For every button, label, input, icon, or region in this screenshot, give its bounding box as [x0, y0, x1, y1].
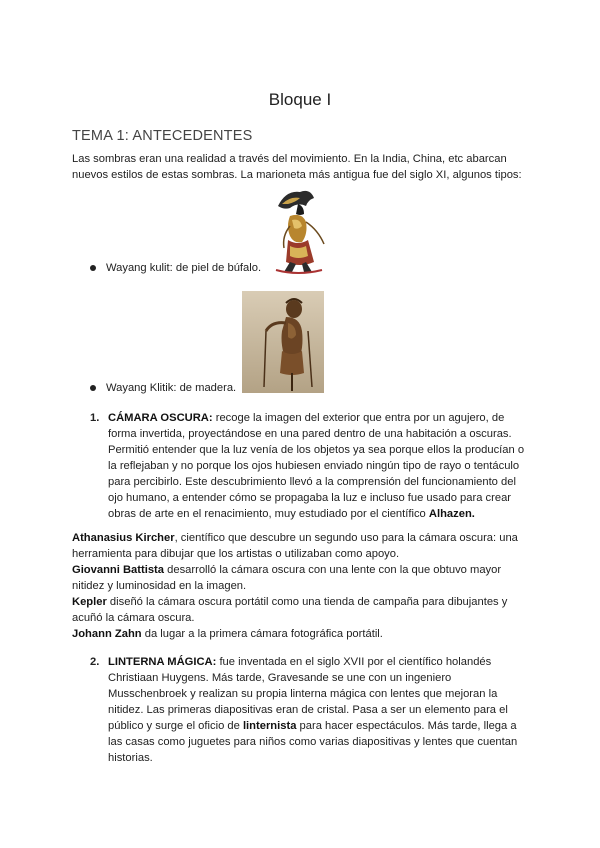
item-number: 1. [90, 412, 100, 424]
person-name: Kepler [72, 596, 107, 608]
bullet-dot [90, 265, 96, 271]
item-line: ojo humano, a entender cómo se propagaba la luz e incluso fue usado para crear [108, 492, 512, 504]
item-line: público y surge el oficio de [108, 720, 243, 732]
bullet-text: Wayang kulit: de piel de búfalo. [106, 262, 262, 274]
item-line: para percibirlo. Este descubrimiento llevó a la comprensión del funcionamiento del [108, 476, 516, 488]
people-paragraphs [72, 530, 542, 642]
bullet-item-wayang-kulit [90, 262, 261, 274]
bullet-dot [90, 385, 96, 391]
item-line: forma invertida, proyectándose en una pared dentro de una habitación a oscuras. [108, 428, 512, 440]
person-text: , científico que descubre un segundo uso para la cámara oscura: una [174, 532, 518, 544]
wayang-klitik-puppet-image [242, 291, 324, 393]
wayang-kulit-puppet-image [268, 186, 338, 276]
item-term: LINTERNA MÁGICA: [108, 656, 217, 668]
person-text: acuñó la cámara oscura. [72, 612, 195, 624]
person-text: da lugar a la primera cámara fotográfica portátil. [141, 628, 383, 640]
item-line: para hacer espectáculos. Más tarde, llega a [296, 720, 517, 732]
person-text: desarrolló la cámara oscura con una lente con la que obtuvo mayor [164, 564, 502, 576]
numbered-item-camara-oscura [90, 410, 550, 522]
person-name: Athanasius Kircher [72, 532, 175, 544]
document-title: Bloque I [268, 90, 332, 109]
item-line: nitidez. Las primeras diapositivas eran de cristal. Pasa a ser un elemento para el [108, 704, 508, 716]
person-name: Giovanni Battista [72, 564, 165, 576]
item-line: fue inventada en el siglo XVII por el científico holandés [216, 656, 492, 668]
section-heading: TEMA 1: ANTECEDENTES [72, 128, 253, 144]
item-term: CÁMARA OSCURA: [108, 412, 213, 424]
item-line: Permitió entender que la luz venía de los objetos ya sea porque ellos la producían o [108, 444, 525, 456]
item-line: obras de arte en el renacimiento, muy estudiado por el científico [108, 508, 429, 520]
intro-line: nuevos estilos de estas sombras. La marioneta más antigua fue del siglo XI, algunos tipos: [72, 169, 522, 181]
bullet-item-wayang-klitik [90, 382, 236, 394]
intro-line: Las sombras eran una realidad a través del movimiento. En la India, China, etc abarcan [72, 153, 507, 165]
person-text: diseñó la cámara oscura portátil como una tienda de campaña para dibujantes y [106, 596, 508, 608]
item-line: la reflejaban y no porque los ojos hubiesen enviado ningún tipo de rayo o tentáculo [108, 460, 520, 472]
item-number: 2. [90, 656, 100, 668]
item-line: historias. [108, 752, 153, 764]
person-name: Johann Zahn [72, 628, 142, 640]
numbered-item-linterna-magica [90, 654, 550, 766]
intro-paragraph [72, 151, 542, 183]
item-line: Christiaan Huygens. Más tarde, Gravesande se une con un ingeniero [108, 672, 452, 684]
person-text: herramienta para dibujar que los artistas o utilizaban como apoyo. [72, 548, 400, 560]
item-line: recoge la imagen del exterior que entra por un agujero, de [212, 412, 505, 424]
bullet-text: Wayang Klitik: de madera. [106, 382, 237, 394]
item-bold-term: linternista [242, 720, 297, 732]
item-line: Musschenbroek y realizan su propia linterna mágica con lentes que mejoran la [108, 688, 498, 700]
person-text: nitidez y luminosidad en la imagen. [72, 580, 247, 592]
item-bold-name: Alhazen. [428, 508, 475, 520]
item-line: las casas como juguetes para niños como varias diapositivas y lentes que cuentan [108, 736, 518, 748]
